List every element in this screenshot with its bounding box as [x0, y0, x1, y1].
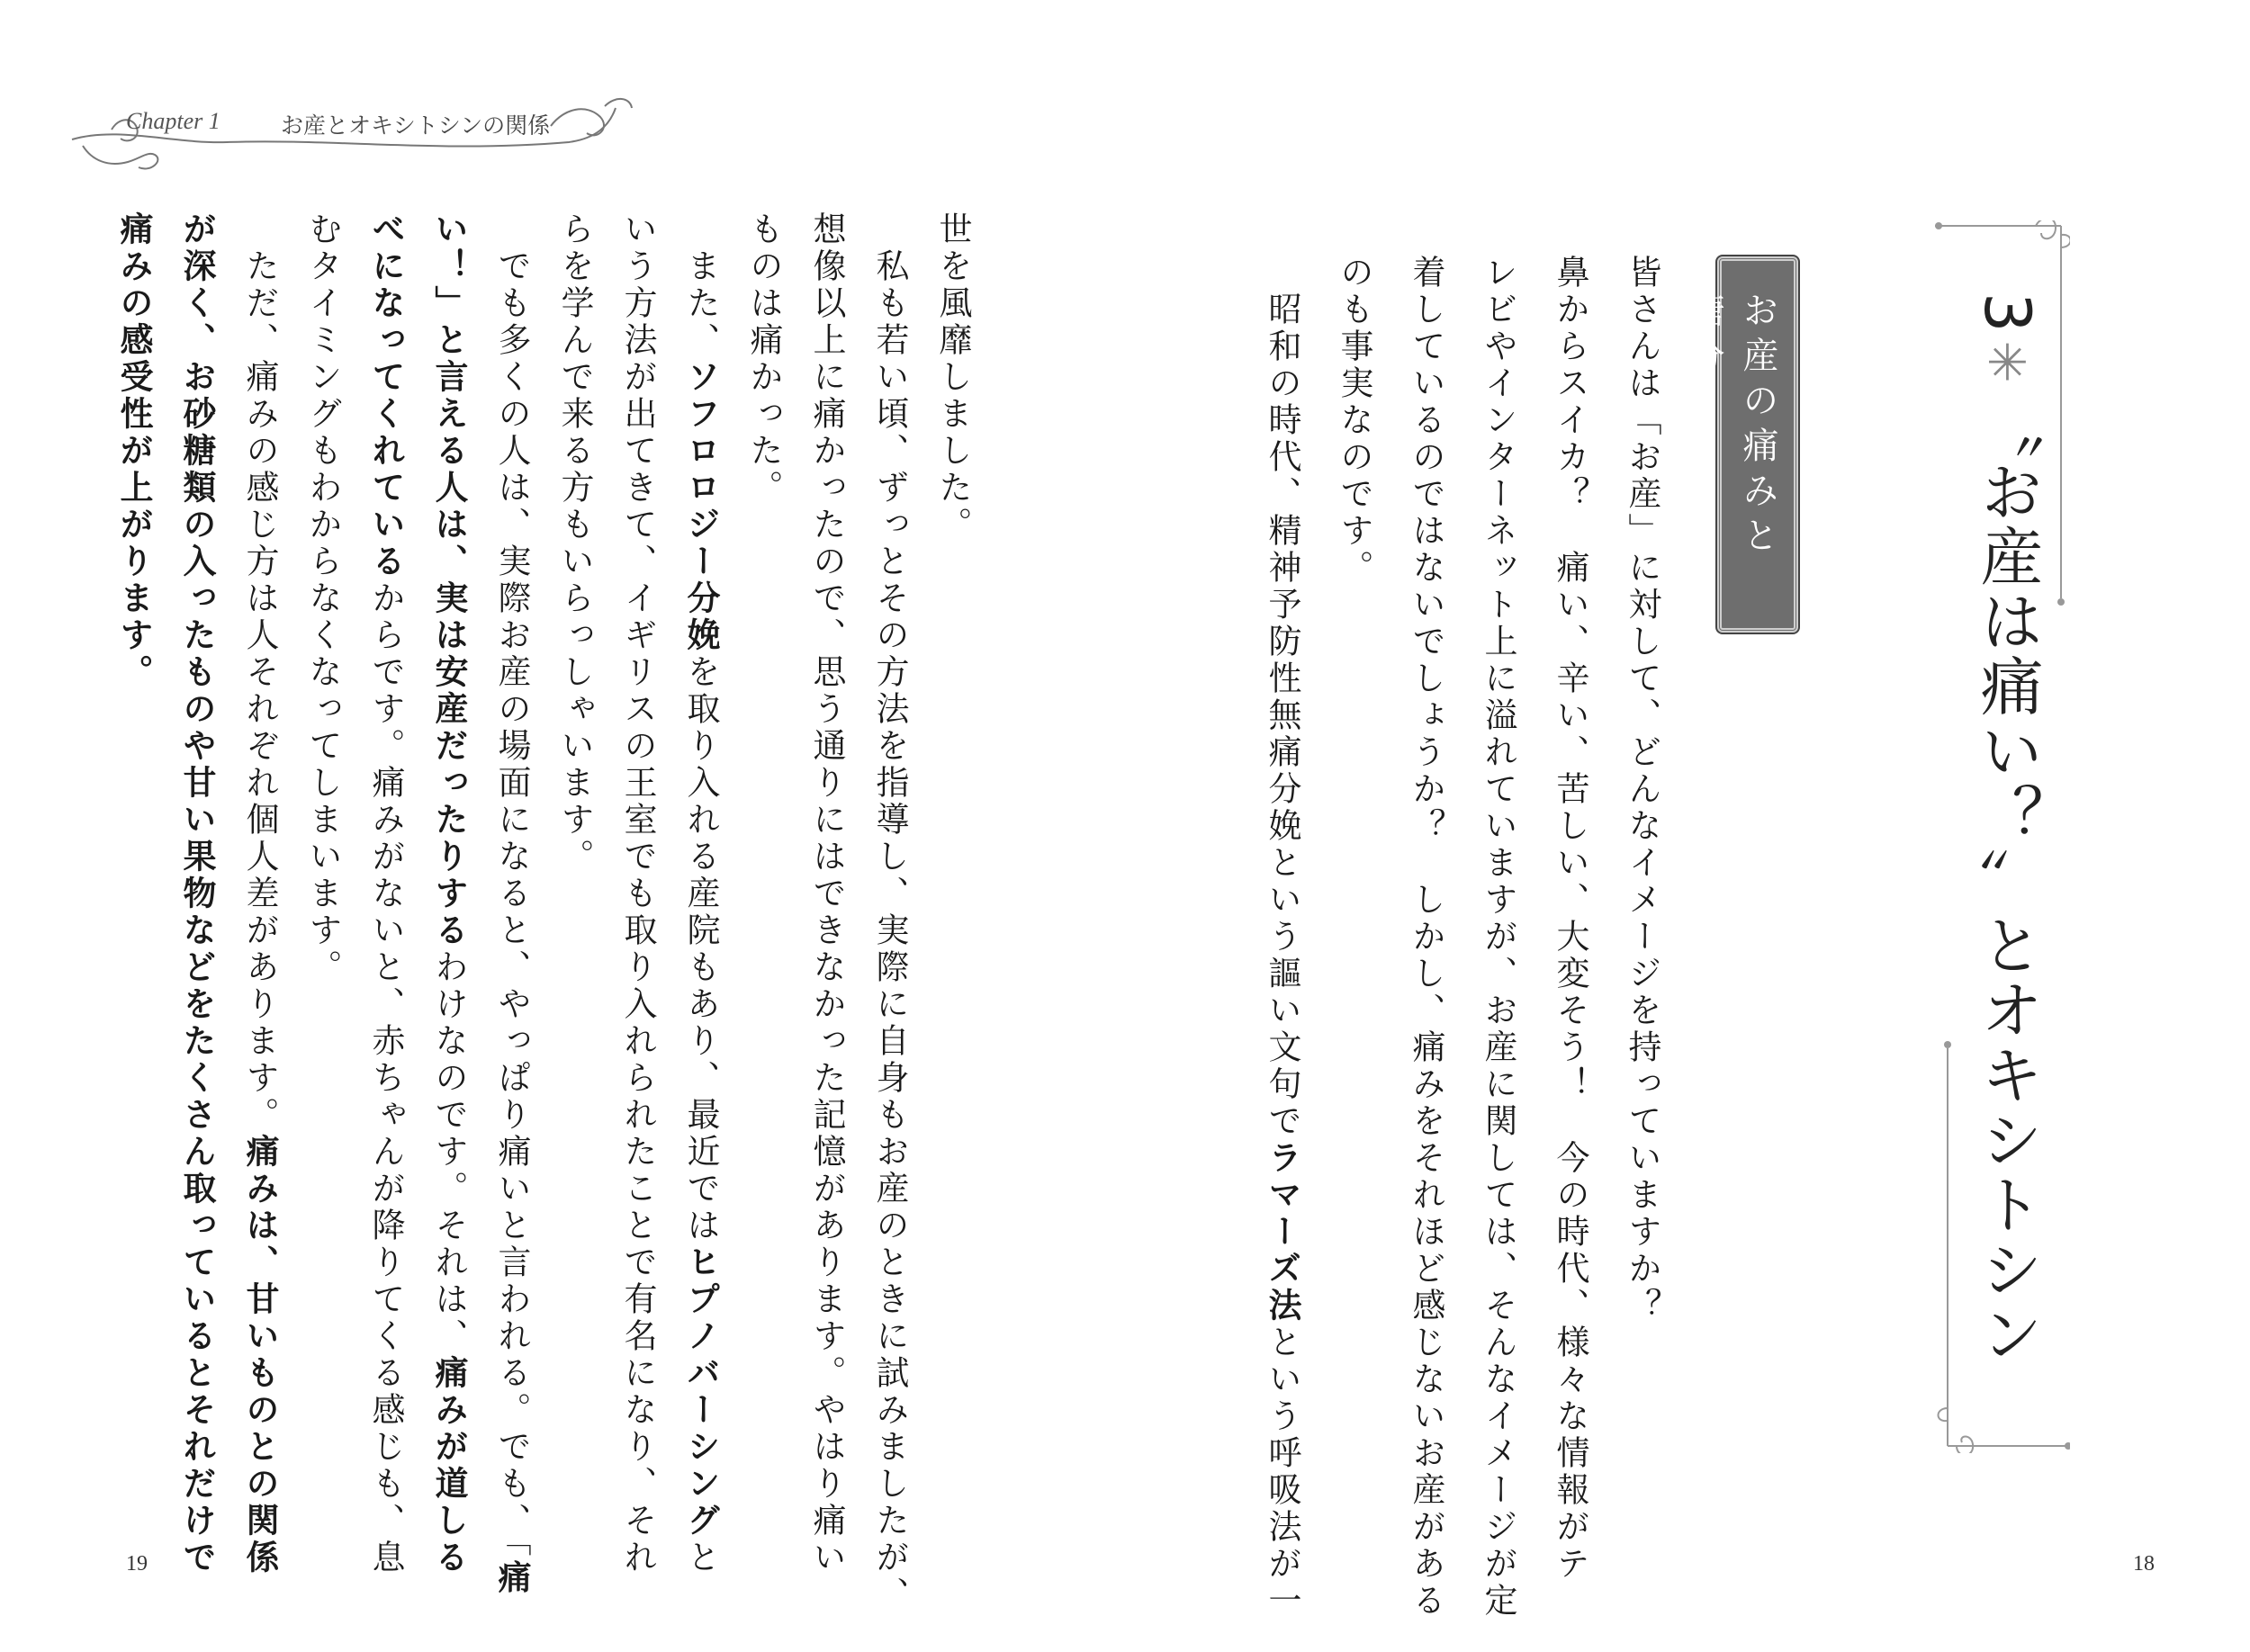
body-line: 私も若い頃、ずっとその方法を指導し、実際に自身もお産のときに試みましたが、	[870, 211, 909, 1613]
body-line: らを学んで来る方もいらっしゃいます。	[555, 211, 594, 875]
heading-number: 3	[1970, 292, 2044, 335]
body-line: でも多くの人は、実際お産の場面になると、やっぱり痛いと言われる。でも、「痛	[492, 211, 531, 1597]
heading-title-text: 〝お産は痛い？〟とオキシトシン	[1970, 394, 2044, 1367]
body-line: 皆さんは「お産」に対して、どんなイメージを持っていますか？	[1623, 255, 1661, 1324]
body-line: レビやインターネット上に溢れていますが、お産に関しては、そんなイメージが定	[1479, 255, 1517, 1620]
section-label: お産の痛みと糖分	[1683, 292, 1778, 561]
body-line: が深く、お砂糖類の入ったものや甘い果物などをたくさん取っているとそれだけで	[177, 211, 216, 1576]
body-line: べになってくれているからです。痛みがないと、赤ちゃんが降りてくる感じも、息	[366, 211, 405, 1576]
body-line: また、ソフロロジー分娩を取り入れる産院もあり、最近ではヒプノバーシングと	[681, 211, 720, 1576]
body-line: 痛みの感受性が上がります。	[114, 211, 153, 691]
body-line: いう方法が出てきて、イギリスの王室でも取り入れられたことで有名になり、それ	[618, 211, 657, 1576]
body-line: 着しているのではないでしょうか？ しかし、痛みをそれほど感じないお産がある	[1407, 255, 1445, 1620]
body-line: い！」と言える人は、実は安産だったりするわけなのです。それは、痛みが道しる	[429, 211, 468, 1576]
body-line: ものは痛かった。	[744, 211, 783, 507]
chapter-title: お産とオキシトシンの関係	[281, 112, 551, 139]
body-line: のも事実なのです。	[1335, 255, 1373, 587]
section-label-box	[1683, 256, 1798, 633]
body-line: 想像以上に痛かったので、思う通りにはできなかった記憶があります。やはり痛い	[807, 211, 846, 1576]
chapter-heading-title	[1962, 292, 2052, 1453]
chapter-label: Chapter 1	[126, 108, 220, 134]
body-line: むタイミングもわからなくなってしまいます。	[303, 211, 342, 986]
page-number-right: 18	[2133, 1552, 2155, 1576]
body-line: ただ、痛みの感じ方は人それぞれ個人差があります。痛みは、甘いものとの関係	[240, 211, 279, 1576]
page-number-left: 19	[126, 1552, 148, 1576]
asterisk-icon: ✳	[1978, 334, 2037, 395]
chapter-heading	[1935, 220, 2070, 1453]
body-line: 世を風靡しました。	[933, 211, 972, 543]
running-header	[65, 90, 641, 189]
body-line: 鼻からスイカ？ 痛い、辛い、苦しい、大変そう！ 今の時代、様々な情報がテ	[1551, 255, 1589, 1583]
body-line: 昭和の時代、精神予防性無痛分娩という謳い文句でラマーズ法という呼吸法が一	[1263, 255, 1301, 1620]
